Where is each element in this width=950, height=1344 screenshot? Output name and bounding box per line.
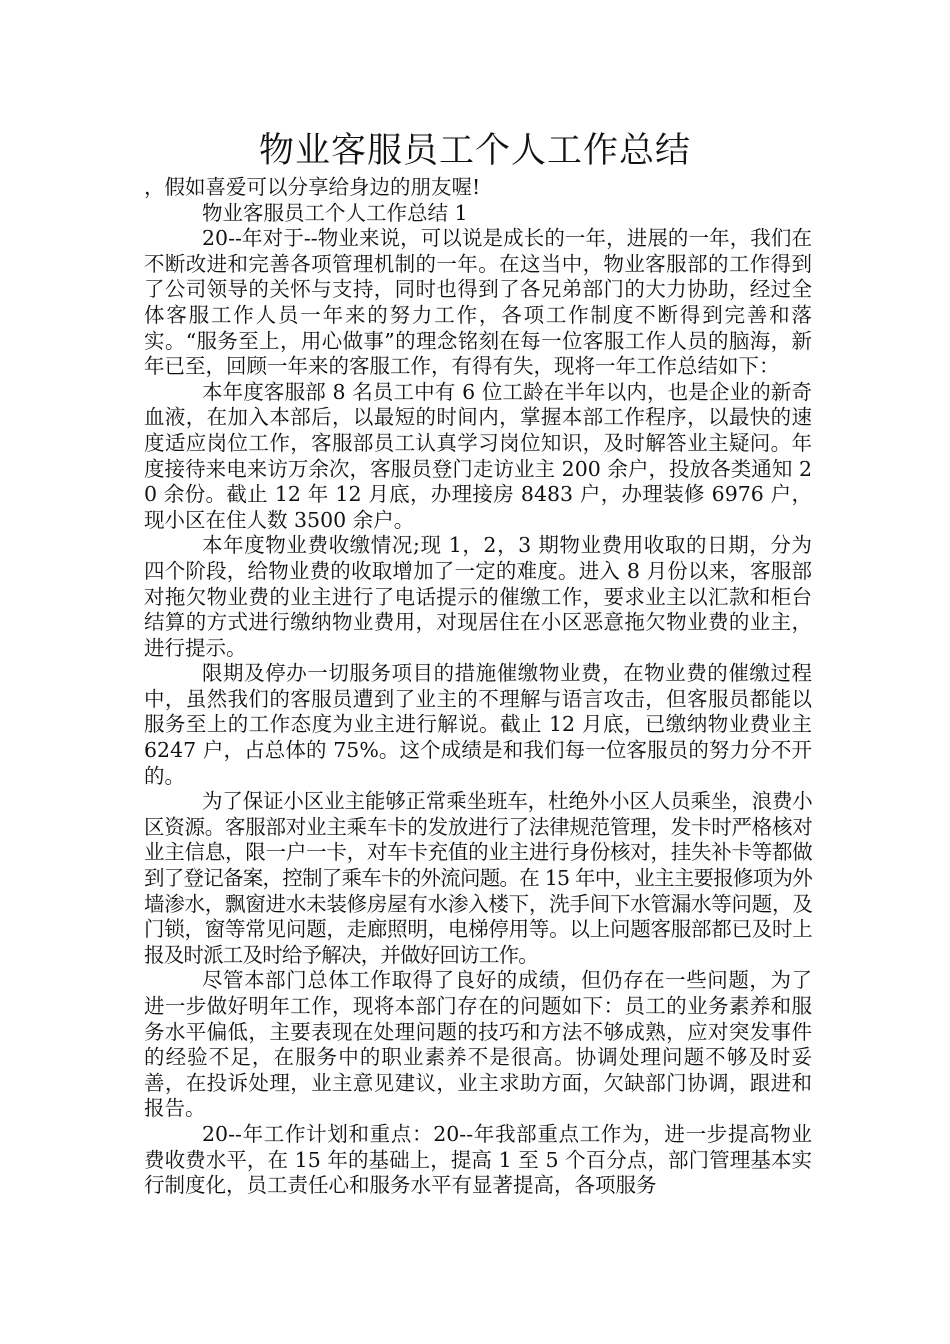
paragraph-plan: 20--年工作计划和重点：20--年我部重点工作为，进一步提高物业费收费水平，在 15 年的基础上，提高 1 至 5 个百分点，部门管理基本实行制度化，员工责任心和服务水平有显著提高，各项服务 [144,1121,812,1198]
paragraph-shuttle-repairs: 为了保证小区业主能够正常乘坐班车，杜绝外小区人员乘坐，浪费小区资源。客服部对业主乘车卡的发放进行了法律规范管理，发卡时严格核对业主信息，限一户一卡，对车卡充值的业主进行身份核对，挂失补卡等都做到了登记备案，控制了乘车卡的外流问题。在 15 年中，业主主要报修项为外墙渗水，飘窗进水未装修房屋有水渗入楼下，洗手间下水管漏水等问题，及门锁，窗等常见问题，走廊照明，电梯停用等。以上问题客服部都已及时上报及时派工及时给予解决，并做好回访工作。 [144,789,812,967]
paragraph-staff: 本年度客服部 8 名员工中有 6 位工龄在半年以内，也是企业的新奇血液，在加入本部后，以最短的时间内，掌握本部工作程序，以最快的速度适应岗位工作，客服部员工认真学习岗位知识，及时解答业主疑问。年度接待来电来访万余次，客服员登门走访业主 200 余户，投放各类通知 20 余份。截止 12 年 12 月底，办理接房 8483 户，办理装修 6976 户，现小区在住人数 3500 余户。 [144,379,812,532]
paragraph-fee-collection: 本年度物业费收缴情况;现 1，2，3 期物业费用收取的日期，分为四个阶段，给物业费的收取增加了一定的难度。进入 8 月份以来，客服部对拖欠物业费的业主进行了电话提示的催缴工作，要求业主以汇款和柜台结算的方式进行缴纳物业费用，对现居住在小区恶意拖欠物业费的业主，进行提示。 [144,533,812,660]
paragraph-overview: 20--年对于--物业来说，可以说是成长的一年，进展的一年，我们在不断改进和完善各项管理机制的一年。在这当中，物业客服部的工作得到了公司领导的关怀与支持，同时也得到了各兄弟部门的大力协助，经过全体客服工作人员一年来的努力工作，各项工作制度不断得到完善和落实。“服务至上，用心做事”的理念铭刻在每一位客服工作人员的脑海，新年已至，回顾一年来的客服工作，有得有失，现将一年工作总结如下： [144,226,812,379]
intro-line: ，假如喜爱可以分享给身边的朋友喔! [144,175,481,199]
paragraph-problems: 尽管本部门总体工作取得了良好的成绩，但仍存在一些问题，为了进一步做好明年工作，现将本部门存在的问题如下：员工的业务素养和服务水平偏低，主要表现在处理问题的技巧和方法不够成熟，应对突发事件的经验不足，在服务中的职业素养不是很高。协调处理问题不够及时妥善，在投诉处理，业主意见建议，业主求助方面，欠缺部门协调，跟进和报告。 [144,968,812,1121]
paragraph-fee-results: 限期及停办一切服务项目的措施催缴物业费，在物业费的催缴过程中，虽然我们的客服员遭到了业主的不理解与语言攻击，但客服员都能以服务至上的工作态度为业主进行解说。截止 12 月底，已缴纳物业费业主 6247 户，占总体的 75%。这个成绩是和我们每一位客服员的努力分不开的。 [144,661,812,788]
document-title: 物业客服员工个人工作总结 [258,131,691,171]
section-heading: 物业客服员工个人工作总结 1 [202,200,468,225]
document-body [144,175,812,1199]
